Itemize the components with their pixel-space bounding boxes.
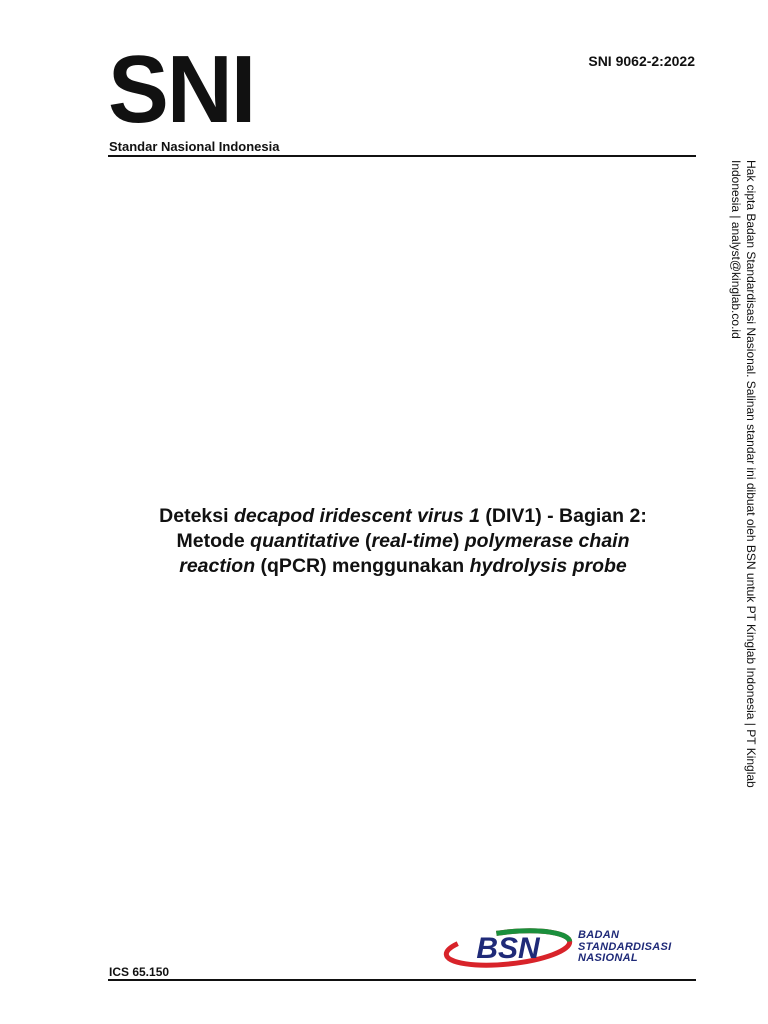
top-rule <box>108 155 696 157</box>
title-part: hydrolysis probe <box>469 555 627 577</box>
ics-code: ICS 65.150 <box>109 965 170 979</box>
copyright-side-notice <box>724 160 758 870</box>
standard-number: SNI 9062-2:2022 <box>588 53 695 69</box>
title-part: ) <box>452 530 465 552</box>
bsn-logo-text: BSN <box>476 932 540 965</box>
bsn-name-line: STANDARDISASI <box>578 940 672 953</box>
bsn-emblem-icon <box>442 924 578 972</box>
bottom-rule <box>108 979 696 981</box>
title-part: (qPCR) menggunakan <box>255 555 470 577</box>
sni-logo: SNI <box>108 36 255 143</box>
bsn-logo <box>442 924 702 972</box>
bsn-name-line: NASIONAL <box>578 952 638 964</box>
title-part: decapod iridescent virus 1 <box>233 505 480 527</box>
title-part: Deteksi <box>159 505 234 527</box>
bsn-name-line: BADAN <box>578 929 620 941</box>
sni-tagline: Standar Nasional Indonesia <box>109 139 280 154</box>
document-title <box>108 504 698 579</box>
title-part: reaction <box>179 555 256 577</box>
title-part: Metode <box>176 530 251 552</box>
title-part: quantitative <box>250 530 360 552</box>
title-part: ( <box>359 530 372 552</box>
title-part: (DIV1) - Bagian 2: <box>479 505 647 527</box>
title-part: polymerase chain <box>464 530 630 552</box>
side-notice-line-2: Indonesia | analyst@kinglab.co.id <box>729 160 743 339</box>
bsn-org-name <box>578 930 672 965</box>
side-notice-line-1: Hak cipta Badan Standardisasi Nasional. Salinan standar ini dibuat oleh BSN untuk PT Kinglab Indonesia | PT Kinglab <box>744 160 758 788</box>
title-part: real-time <box>371 530 453 552</box>
